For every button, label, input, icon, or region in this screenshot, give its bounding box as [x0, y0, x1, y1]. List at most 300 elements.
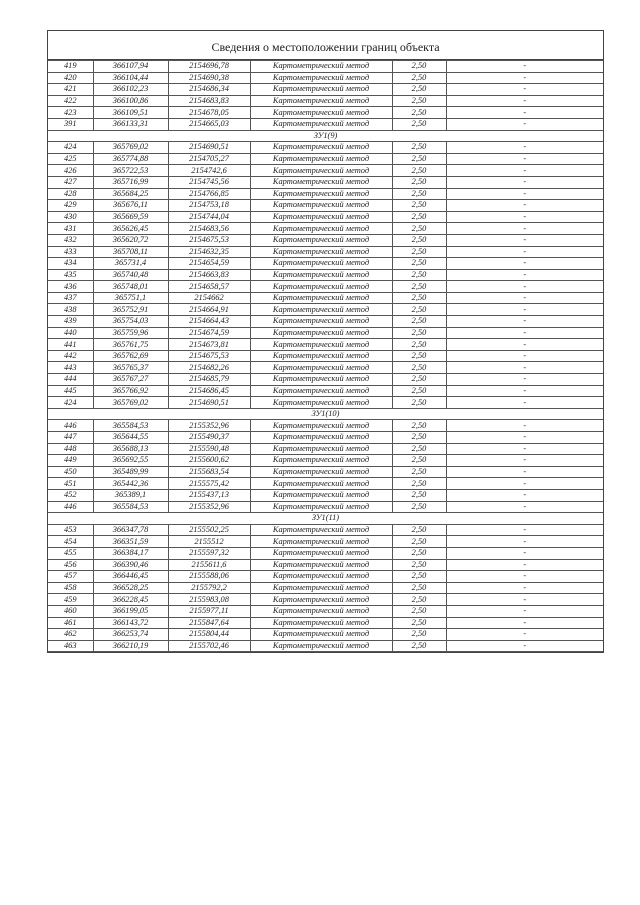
- description-cell: -: [446, 165, 603, 177]
- x-coordinate-cell: 366253,74: [93, 629, 168, 641]
- x-coordinate-cell: 365669,59: [93, 211, 168, 223]
- description-cell: -: [446, 142, 603, 154]
- point-number-cell: 430: [48, 211, 93, 223]
- y-coordinate-cell: 2155490,37: [168, 432, 250, 444]
- point-number-cell: 452: [48, 489, 93, 501]
- method-cell: Картометрический метод: [250, 350, 392, 362]
- table-row: [48, 594, 603, 606]
- table-row: [48, 188, 603, 200]
- x-coordinate-cell: 365769,02: [93, 397, 168, 409]
- description-cell: -: [446, 246, 603, 258]
- table-row: [48, 582, 603, 594]
- method-cell: Картометрический метод: [250, 188, 392, 200]
- x-coordinate-cell: 366199,05: [93, 605, 168, 617]
- point-number-cell: 435: [48, 269, 93, 281]
- table-row: [48, 95, 603, 107]
- accuracy-cell: 2,50: [392, 605, 446, 617]
- method-cell: Картометрический метод: [250, 211, 392, 223]
- y-coordinate-cell: 2154654,59: [168, 258, 250, 270]
- method-cell: Картометрический метод: [250, 304, 392, 316]
- y-coordinate-cell: 2154632,35: [168, 246, 250, 258]
- accuracy-cell: 2,50: [392, 397, 446, 409]
- method-cell: Картометрический метод: [250, 107, 392, 119]
- accuracy-cell: 2,50: [392, 466, 446, 478]
- table-row: [48, 385, 603, 397]
- x-coordinate-cell: 365442,36: [93, 478, 168, 490]
- method-cell: Картометрический метод: [250, 536, 392, 548]
- accuracy-cell: 2,50: [392, 501, 446, 513]
- table-row: [48, 547, 603, 559]
- method-cell: Картометрический метод: [250, 455, 392, 467]
- point-number-cell: 459: [48, 594, 93, 606]
- point-number-cell: 424: [48, 142, 93, 154]
- y-coordinate-cell: 2155804,44: [168, 629, 250, 641]
- x-coordinate-cell: 366143,72: [93, 617, 168, 629]
- method-cell: Картометрический метод: [250, 617, 392, 629]
- point-number-cell: 431: [48, 223, 93, 235]
- y-coordinate-cell: 2155600,62: [168, 455, 250, 467]
- method-cell: Картометрический метод: [250, 478, 392, 490]
- accuracy-cell: 2,50: [392, 489, 446, 501]
- table-row: [48, 524, 603, 536]
- y-coordinate-cell: 2154683,83: [168, 95, 250, 107]
- y-coordinate-cell: 2154673,81: [168, 339, 250, 351]
- description-cell: -: [446, 234, 603, 246]
- y-coordinate-cell: 2155977,11: [168, 605, 250, 617]
- table-row: [48, 165, 603, 177]
- y-coordinate-cell: 2155611,6: [168, 559, 250, 571]
- accuracy-cell: 2,50: [392, 443, 446, 455]
- table-row: [48, 629, 603, 641]
- accuracy-cell: 2,50: [392, 547, 446, 559]
- table-row: [48, 211, 603, 223]
- description-cell: -: [446, 466, 603, 478]
- section-header-row: [48, 513, 603, 525]
- accuracy-cell: 2,50: [392, 640, 446, 652]
- point-number-cell: 442: [48, 350, 93, 362]
- y-coordinate-cell: 2155792,2: [168, 582, 250, 594]
- description-cell: -: [446, 72, 603, 84]
- description-cell: -: [446, 95, 603, 107]
- description-cell: -: [446, 84, 603, 96]
- point-number-cell: 419: [48, 61, 93, 73]
- table-row: [48, 84, 603, 96]
- table-row: [48, 571, 603, 583]
- method-cell: Картометрический метод: [250, 374, 392, 386]
- section-label: ЗУ1(10): [48, 408, 603, 420]
- table-row: [48, 350, 603, 362]
- table-row: [48, 362, 603, 374]
- point-number-cell: 460: [48, 605, 93, 617]
- method-cell: Картометрический метод: [250, 292, 392, 304]
- method-cell: Картометрический метод: [250, 118, 392, 130]
- point-number-cell: 447: [48, 432, 93, 444]
- y-coordinate-cell: 2155512: [168, 536, 250, 548]
- accuracy-cell: 2,50: [392, 536, 446, 548]
- x-coordinate-cell: 366109,51: [93, 107, 168, 119]
- description-cell: -: [446, 501, 603, 513]
- y-coordinate-cell: 2154690,38: [168, 72, 250, 84]
- accuracy-cell: 2,50: [392, 455, 446, 467]
- accuracy-cell: 2,50: [392, 118, 446, 130]
- y-coordinate-cell: 2154690,51: [168, 397, 250, 409]
- boundary-info-document: [47, 30, 604, 653]
- y-coordinate-cell: 2154690,51: [168, 142, 250, 154]
- y-coordinate-cell: 2154742,6: [168, 165, 250, 177]
- method-cell: Картометрический метод: [250, 72, 392, 84]
- table-row: [48, 397, 603, 409]
- description-cell: -: [446, 316, 603, 328]
- method-cell: Картометрический метод: [250, 200, 392, 212]
- method-cell: Картометрический метод: [250, 397, 392, 409]
- accuracy-cell: 2,50: [392, 629, 446, 641]
- accuracy-cell: 2,50: [392, 582, 446, 594]
- accuracy-cell: 2,50: [392, 339, 446, 351]
- method-cell: Картометрический метод: [250, 223, 392, 235]
- description-cell: -: [446, 269, 603, 281]
- method-cell: Картометрический метод: [250, 594, 392, 606]
- description-cell: -: [446, 176, 603, 188]
- description-cell: -: [446, 107, 603, 119]
- point-number-cell: 453: [48, 524, 93, 536]
- point-number-cell: 439: [48, 316, 93, 328]
- table-row: [48, 246, 603, 258]
- point-number-cell: 450: [48, 466, 93, 478]
- table-row: [48, 223, 603, 235]
- description-cell: -: [446, 443, 603, 455]
- description-cell: -: [446, 571, 603, 583]
- point-number-cell: 449: [48, 455, 93, 467]
- x-coordinate-cell: 366347,78: [93, 524, 168, 536]
- description-cell: -: [446, 292, 603, 304]
- point-number-cell: 420: [48, 72, 93, 84]
- y-coordinate-cell: 2154683,56: [168, 223, 250, 235]
- x-coordinate-cell: 365644,55: [93, 432, 168, 444]
- accuracy-cell: 2,50: [392, 142, 446, 154]
- description-cell: -: [446, 432, 603, 444]
- table-row: [48, 142, 603, 154]
- point-number-cell: 427: [48, 176, 93, 188]
- y-coordinate-cell: 2155590,48: [168, 443, 250, 455]
- accuracy-cell: 2,50: [392, 594, 446, 606]
- accuracy-cell: 2,50: [392, 176, 446, 188]
- accuracy-cell: 2,50: [392, 234, 446, 246]
- method-cell: Картометрический метод: [250, 524, 392, 536]
- y-coordinate-cell: 2154682,26: [168, 362, 250, 374]
- method-cell: Картометрический метод: [250, 582, 392, 594]
- table-row: [48, 107, 603, 119]
- y-coordinate-cell: 2154705,27: [168, 153, 250, 165]
- x-coordinate-cell: 366351,59: [93, 536, 168, 548]
- y-coordinate-cell: 2154675,53: [168, 350, 250, 362]
- x-coordinate-cell: 365774,88: [93, 153, 168, 165]
- table-row: [48, 489, 603, 501]
- description-cell: -: [446, 211, 603, 223]
- x-coordinate-cell: 366210,19: [93, 640, 168, 652]
- y-coordinate-cell: 2155847,64: [168, 617, 250, 629]
- y-coordinate-cell: 2154674,59: [168, 327, 250, 339]
- x-coordinate-cell: 365708,11: [93, 246, 168, 258]
- x-coordinate-cell: 365765,37: [93, 362, 168, 374]
- section-label: ЗУ1(9): [48, 130, 603, 142]
- accuracy-cell: 2,50: [392, 95, 446, 107]
- table-row: [48, 316, 603, 328]
- method-cell: Картометрический метод: [250, 443, 392, 455]
- point-number-cell: 422: [48, 95, 93, 107]
- method-cell: Картометрический метод: [250, 489, 392, 501]
- y-coordinate-cell: 2154744,04: [168, 211, 250, 223]
- y-coordinate-cell: 2155437,13: [168, 489, 250, 501]
- description-cell: -: [446, 536, 603, 548]
- table-row: [48, 281, 603, 293]
- description-cell: -: [446, 397, 603, 409]
- x-coordinate-cell: 366100,86: [93, 95, 168, 107]
- description-cell: -: [446, 629, 603, 641]
- point-number-cell: 458: [48, 582, 93, 594]
- table-row: [48, 420, 603, 432]
- description-cell: -: [446, 339, 603, 351]
- x-coordinate-cell: 365752,91: [93, 304, 168, 316]
- description-cell: -: [446, 200, 603, 212]
- x-coordinate-cell: 366228,45: [93, 594, 168, 606]
- x-coordinate-cell: 365748,01: [93, 281, 168, 293]
- accuracy-cell: 2,50: [392, 281, 446, 293]
- description-cell: -: [446, 582, 603, 594]
- x-coordinate-cell: 365767,27: [93, 374, 168, 386]
- x-coordinate-cell: 366102,23: [93, 84, 168, 96]
- table-row: [48, 339, 603, 351]
- section-header-row: [48, 130, 603, 142]
- x-coordinate-cell: 365692,55: [93, 455, 168, 467]
- accuracy-cell: 2,50: [392, 188, 446, 200]
- accuracy-cell: 2,50: [392, 524, 446, 536]
- table-row: [48, 501, 603, 513]
- x-coordinate-cell: 366133,31: [93, 118, 168, 130]
- x-coordinate-cell: 365722,53: [93, 165, 168, 177]
- description-cell: -: [446, 478, 603, 490]
- table-row: [48, 118, 603, 130]
- y-coordinate-cell: 2154686,34: [168, 84, 250, 96]
- y-coordinate-cell: 2155702,46: [168, 640, 250, 652]
- accuracy-cell: 2,50: [392, 84, 446, 96]
- point-number-cell: 440: [48, 327, 93, 339]
- x-coordinate-cell: 365489,99: [93, 466, 168, 478]
- description-cell: -: [446, 304, 603, 316]
- method-cell: Картометрический метод: [250, 327, 392, 339]
- accuracy-cell: 2,50: [392, 617, 446, 629]
- description-cell: -: [446, 524, 603, 536]
- point-number-cell: 444: [48, 374, 93, 386]
- point-number-cell: 461: [48, 617, 93, 629]
- point-number-cell: 432: [48, 234, 93, 246]
- accuracy-cell: 2,50: [392, 61, 446, 73]
- point-number-cell: 429: [48, 200, 93, 212]
- method-cell: Картометрический метод: [250, 466, 392, 478]
- table-row: [48, 536, 603, 548]
- table-row: [48, 153, 603, 165]
- section-header-row: [48, 408, 603, 420]
- point-number-cell: 443: [48, 362, 93, 374]
- point-number-cell: 433: [48, 246, 93, 258]
- table-row: [48, 640, 603, 652]
- description-cell: -: [446, 223, 603, 235]
- x-coordinate-cell: 366528,25: [93, 582, 168, 594]
- description-cell: -: [446, 350, 603, 362]
- table-row: [48, 432, 603, 444]
- accuracy-cell: 2,50: [392, 420, 446, 432]
- description-cell: -: [446, 374, 603, 386]
- description-cell: -: [446, 385, 603, 397]
- y-coordinate-cell: 2154664,43: [168, 316, 250, 328]
- x-coordinate-cell: 365584,53: [93, 420, 168, 432]
- point-number-cell: 434: [48, 258, 93, 270]
- y-coordinate-cell: 2154766,85: [168, 188, 250, 200]
- table-row: [48, 72, 603, 84]
- x-coordinate-cell: 365716,99: [93, 176, 168, 188]
- accuracy-cell: 2,50: [392, 72, 446, 84]
- point-number-cell: 428: [48, 188, 93, 200]
- description-cell: -: [446, 327, 603, 339]
- point-number-cell: 421: [48, 84, 93, 96]
- point-number-cell: 423: [48, 107, 93, 119]
- method-cell: Картометрический метод: [250, 571, 392, 583]
- point-number-cell: 438: [48, 304, 93, 316]
- y-coordinate-cell: 2155588,06: [168, 571, 250, 583]
- x-coordinate-cell: 365731,4: [93, 258, 168, 270]
- accuracy-cell: 2,50: [392, 223, 446, 235]
- y-coordinate-cell: 2154685,79: [168, 374, 250, 386]
- y-coordinate-cell: 2155352,96: [168, 501, 250, 513]
- method-cell: Картометрический метод: [250, 432, 392, 444]
- point-number-cell: 424: [48, 397, 93, 409]
- accuracy-cell: 2,50: [392, 316, 446, 328]
- table-row: [48, 176, 603, 188]
- y-coordinate-cell: 2155983,08: [168, 594, 250, 606]
- point-number-cell: 426: [48, 165, 93, 177]
- method-cell: Картометрический метод: [250, 95, 392, 107]
- point-number-cell: 455: [48, 547, 93, 559]
- point-number-cell: 425: [48, 153, 93, 165]
- method-cell: Картометрический метод: [250, 61, 392, 73]
- table-row: [48, 478, 603, 490]
- method-cell: Картометрический метод: [250, 640, 392, 652]
- x-coordinate-cell: 366446,45: [93, 571, 168, 583]
- x-coordinate-cell: 366390,46: [93, 559, 168, 571]
- accuracy-cell: 2,50: [392, 165, 446, 177]
- coordinates-table: [48, 60, 603, 652]
- method-cell: Картометрический метод: [250, 142, 392, 154]
- x-coordinate-cell: 365626,45: [93, 223, 168, 235]
- method-cell: Картометрический метод: [250, 629, 392, 641]
- method-cell: Картометрический метод: [250, 258, 392, 270]
- table-row: [48, 258, 603, 270]
- accuracy-cell: 2,50: [392, 432, 446, 444]
- description-cell: -: [446, 489, 603, 501]
- point-number-cell: 436: [48, 281, 93, 293]
- table-row: [48, 61, 603, 73]
- description-cell: -: [446, 188, 603, 200]
- accuracy-cell: 2,50: [392, 107, 446, 119]
- description-cell: -: [446, 118, 603, 130]
- point-number-cell: 446: [48, 501, 93, 513]
- point-number-cell: 456: [48, 559, 93, 571]
- table-row: [48, 234, 603, 246]
- x-coordinate-cell: 365584,53: [93, 501, 168, 513]
- accuracy-cell: 2,50: [392, 362, 446, 374]
- x-coordinate-cell: 365754,03: [93, 316, 168, 328]
- table-row: [48, 466, 603, 478]
- method-cell: Картометрический метод: [250, 153, 392, 165]
- y-coordinate-cell: 2154675,53: [168, 234, 250, 246]
- accuracy-cell: 2,50: [392, 211, 446, 223]
- point-number-cell: 441: [48, 339, 93, 351]
- accuracy-cell: 2,50: [392, 304, 446, 316]
- method-cell: Картометрический метод: [250, 362, 392, 374]
- x-coordinate-cell: 366107,94: [93, 61, 168, 73]
- description-cell: -: [446, 61, 603, 73]
- table-row: [48, 617, 603, 629]
- accuracy-cell: 2,50: [392, 292, 446, 304]
- point-number-cell: 446: [48, 420, 93, 432]
- table-row: [48, 200, 603, 212]
- table-row: [48, 559, 603, 571]
- y-coordinate-cell: 2154662: [168, 292, 250, 304]
- description-cell: -: [446, 362, 603, 374]
- table-row: [48, 455, 603, 467]
- point-number-cell: 448: [48, 443, 93, 455]
- y-coordinate-cell: 2154663,83: [168, 269, 250, 281]
- point-number-cell: 457: [48, 571, 93, 583]
- y-coordinate-cell: 2154664,91: [168, 304, 250, 316]
- description-cell: -: [446, 594, 603, 606]
- description-cell: -: [446, 640, 603, 652]
- method-cell: Картометрический метод: [250, 165, 392, 177]
- description-cell: -: [446, 258, 603, 270]
- accuracy-cell: 2,50: [392, 385, 446, 397]
- accuracy-cell: 2,50: [392, 559, 446, 571]
- x-coordinate-cell: 365751,1: [93, 292, 168, 304]
- x-coordinate-cell: 365769,02: [93, 142, 168, 154]
- x-coordinate-cell: 366104,44: [93, 72, 168, 84]
- accuracy-cell: 2,50: [392, 269, 446, 281]
- x-coordinate-cell: 365740,48: [93, 269, 168, 281]
- x-coordinate-cell: 365688,13: [93, 443, 168, 455]
- y-coordinate-cell: 2154658,57: [168, 281, 250, 293]
- table-row: [48, 269, 603, 281]
- table-row: [48, 374, 603, 386]
- document-title: Сведения о местоположении границ объекта: [48, 31, 603, 60]
- point-number-cell: 463: [48, 640, 93, 652]
- accuracy-cell: 2,50: [392, 350, 446, 362]
- point-number-cell: 445: [48, 385, 93, 397]
- y-coordinate-cell: 2155683,54: [168, 466, 250, 478]
- method-cell: Картометрический метод: [250, 547, 392, 559]
- accuracy-cell: 2,50: [392, 153, 446, 165]
- point-number-cell: 391: [48, 118, 93, 130]
- x-coordinate-cell: 365759,96: [93, 327, 168, 339]
- x-coordinate-cell: 365766,92: [93, 385, 168, 397]
- accuracy-cell: 2,50: [392, 571, 446, 583]
- y-coordinate-cell: 2154665,03: [168, 118, 250, 130]
- method-cell: Картометрический метод: [250, 559, 392, 571]
- x-coordinate-cell: 365389,1: [93, 489, 168, 501]
- description-cell: -: [446, 281, 603, 293]
- method-cell: Картометрический метод: [250, 234, 392, 246]
- y-coordinate-cell: 2154745,56: [168, 176, 250, 188]
- y-coordinate-cell: 2155502,25: [168, 524, 250, 536]
- y-coordinate-cell: 2154678,05: [168, 107, 250, 119]
- accuracy-cell: 2,50: [392, 200, 446, 212]
